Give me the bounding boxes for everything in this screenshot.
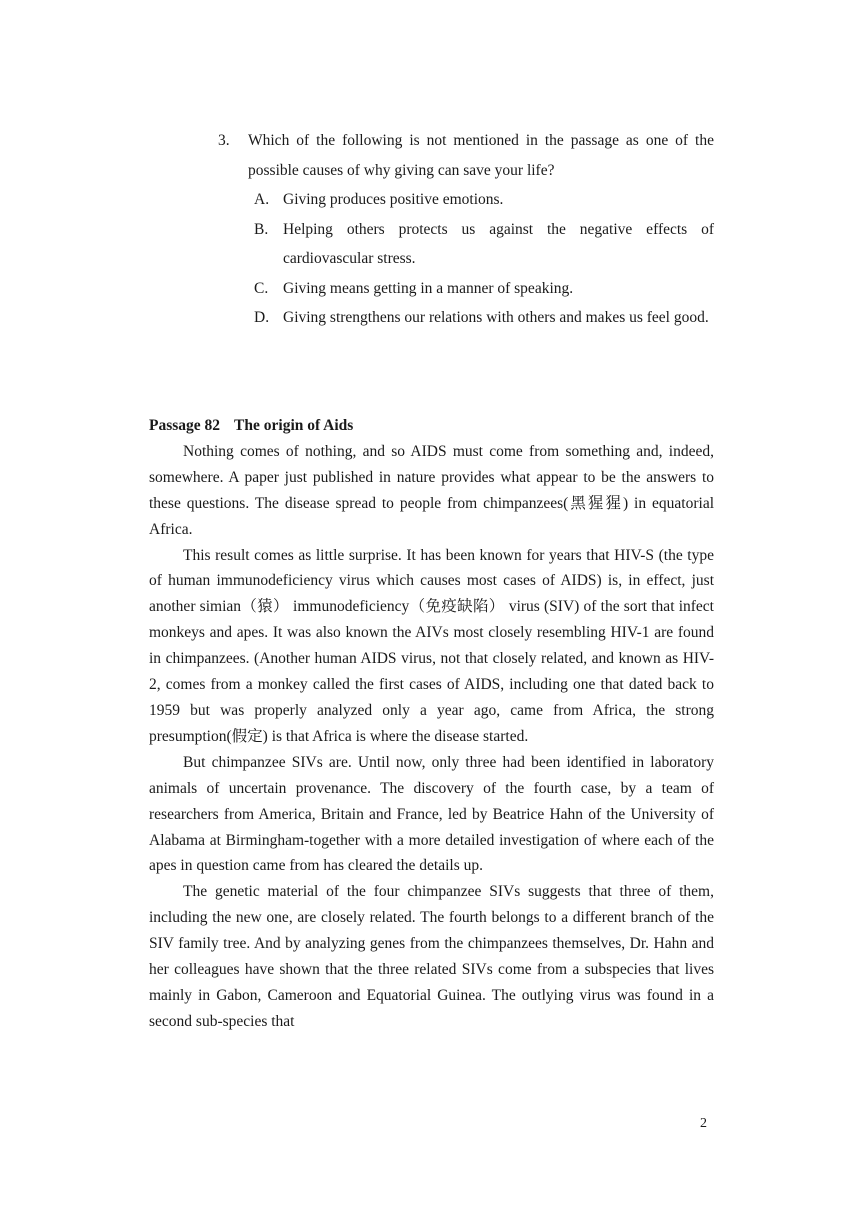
passage-number: Passage 82 [149,417,221,434]
question-stem [218,126,714,185]
option-letter: A. [254,191,270,208]
question-number: 3. [218,132,230,149]
question-text: Which of the following is not mentioned in the passage as one of the possible causes of why giving can save your life? [248,132,714,179]
paragraph-4: The genetic material of the four chimpanzee SIVs suggests that three of them, including the new one, are closely related. The fourth belongs to a different branch of the SIV family tree. And by analyzing genes from the chimpanzees themselves, Dr. Hahn and her colleagues have shown that the three related SIVs come from a subspecies that lives mainly in Gabon, Cameroon and Equatorial Guinea. The outlying virus was found in a second sub-species that [149,883,714,1030]
option-a [254,185,714,215]
page-number: 2 [700,1116,707,1131]
option-text: Giving produces positive emotions. [283,191,504,208]
option-text: Giving strengthens our relations with others and makes us feel good. [283,309,709,326]
passage-heading [149,413,714,439]
passage-82 [149,413,714,1035]
option-c [254,274,714,304]
paragraph-3: But chimpanzee SIVs are. Until now, only three had been identified in laboratory animals of uncertain provenance. The discovery of the fourth case, by a team of researchers from America, Britain and France, led by Beatrice Hahn of the University of Alabama at Birmingham-together with a more detailed investigation of where each of the apes in question came from has cleared the details up. [149,753,714,875]
option-text: Giving means getting in a manner of speaking. [283,279,574,297]
paragraph-2: This result comes as little surprise. It has been known for years that HIV-S (the type of human immunodeficiency virus which causes most cases of AIDS) is, in effect, just another simian（猿） immunodeficiency（免疫缺陷） virus (SIV) of the sort that infect monkeys and apes. It was also known the AIVs most closely resembling HIV-1 are found in chimpanzees. (Another human AIDS virus, not that closely related, and known as HIV-2, comes from a monkey called the first cases of AIDS, including one that dated back to 1959 but was properly analyzed only a year ago, came from Africa, the strong presumption(假定) is that Africa is where the disease started. [149,546,714,745]
option-d [254,303,714,333]
option-text: Helping others protects us against the negative effects of cardiovascular stress. [283,220,714,267]
option-b [254,215,714,274]
question-3 [218,126,714,333]
passage-title: The origin of Aids [234,417,354,434]
option-letter: D. [254,309,270,326]
option-letter: B. [254,220,269,238]
option-letter: C. [254,279,269,297]
paragraph-1: Nothing comes of nothing, and so AIDS must come from something and, indeed, somewhere. A paper just published in nature provides what appear to be the answers to these questions. The disease spread to people from chimpanzees(黑猩猩) in equatorial Africa. [149,442,714,538]
